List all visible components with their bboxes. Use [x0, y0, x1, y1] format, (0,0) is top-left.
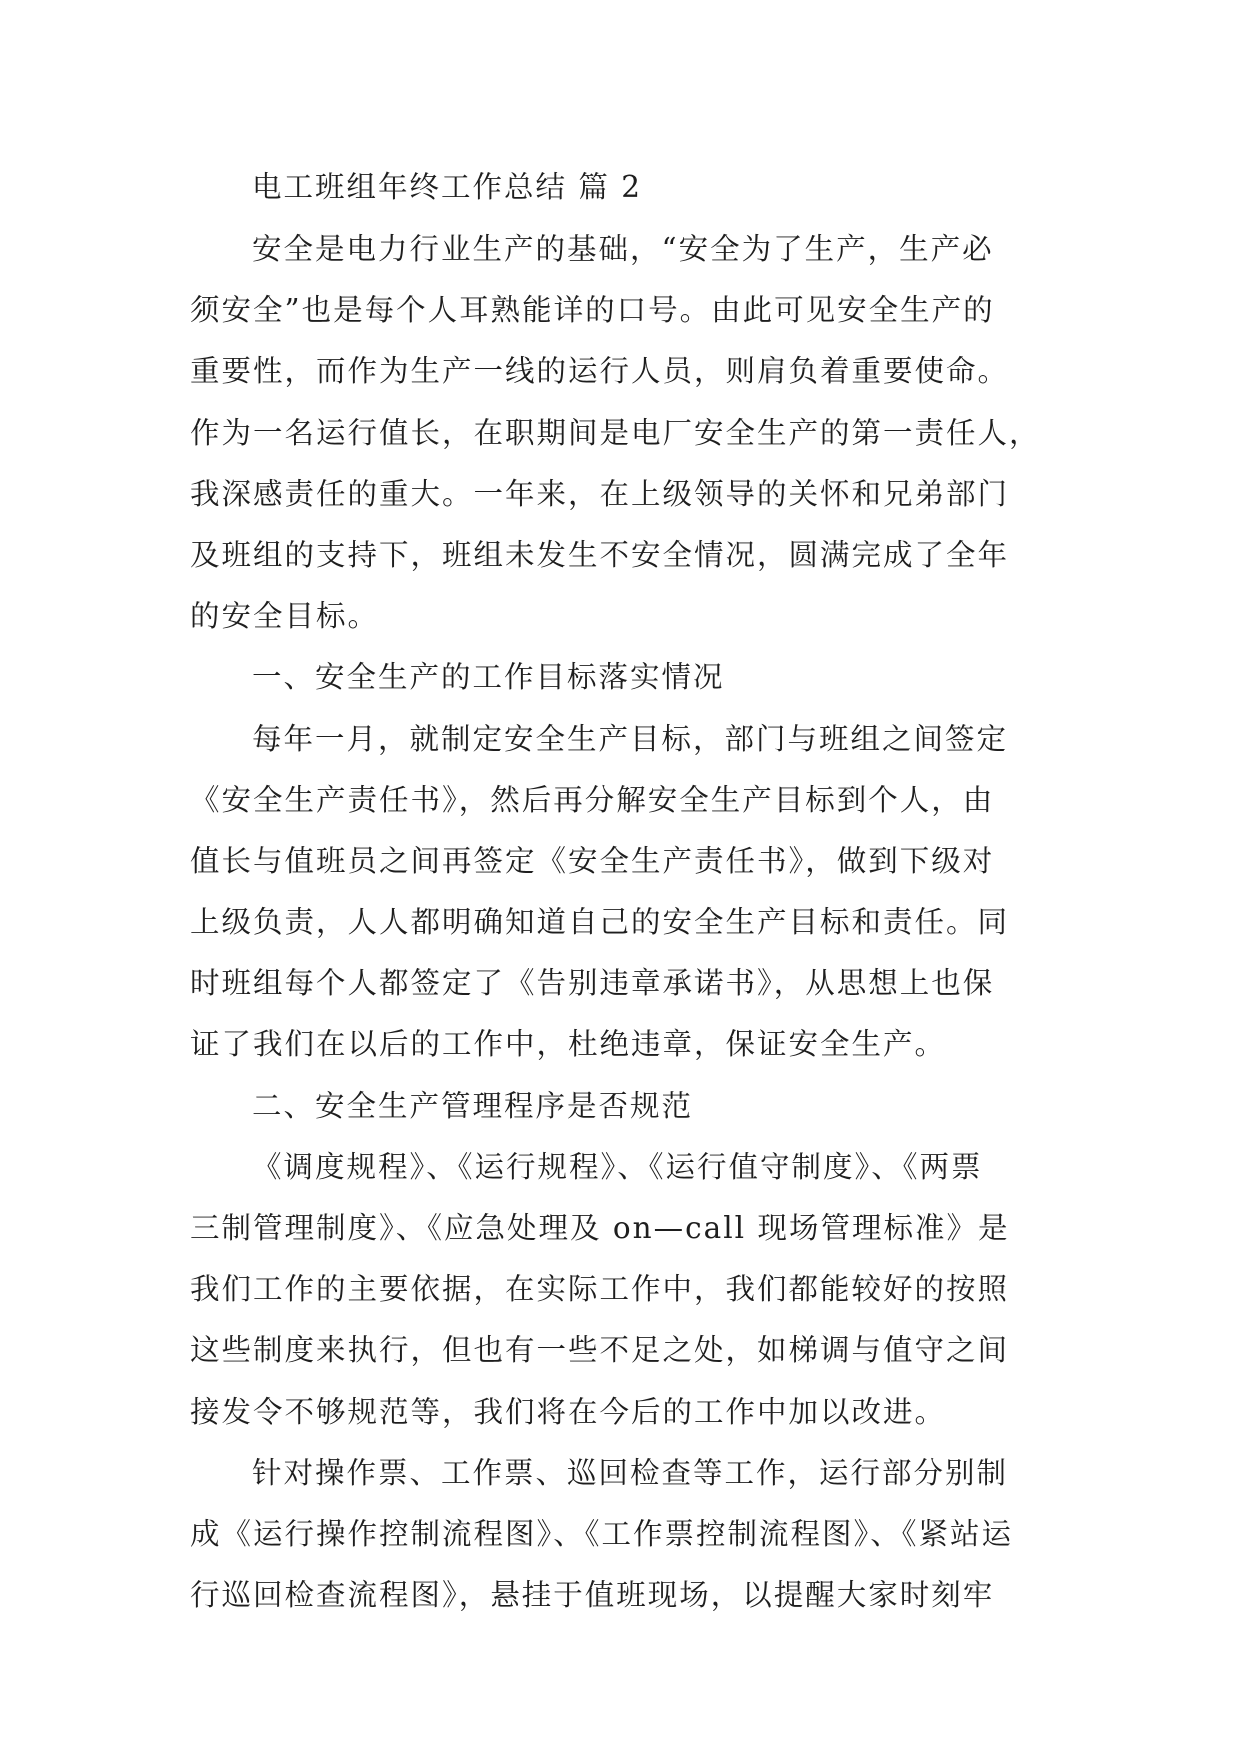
section-heading: 二、安全生产管理程序是否规范 — [252, 1088, 694, 1123]
paragraph-line: 我深感责任的重大。一年来，在上级领导的关怀和兄弟部门 — [190, 476, 1010, 511]
paragraph-line: 这些制度来执行，但也有一些不足之处，如梯调与值守之间 — [190, 1333, 1010, 1368]
paragraph-line: 行巡回检查流程图》，悬挂于值班现场，以提醒大家时刻牢 — [190, 1578, 995, 1613]
paragraph-line: 的安全目标。 — [190, 599, 380, 634]
paragraph-line: 《安全生产责任书》，然后再分解安全生产目标到个人，由 — [190, 782, 995, 817]
paragraph-line: 我们工作的主要依据，在实际工作中，我们都能较好的按照 — [190, 1272, 1010, 1307]
paragraph-line: 针对操作票、工作票、巡回检查等工作，运行部分别制 — [252, 1455, 1009, 1490]
document-body — [190, 163, 1070, 1626]
paragraph-line: 接发令不够规范等，我们将在今后的工作中加以改进。 — [190, 1394, 947, 1429]
document-title: 电工班组年终工作总结 篇 2 — [252, 170, 643, 204]
paragraph-line: 重要性，而作为生产一线的运行人员，则肩负着重要使命。 — [190, 354, 1010, 389]
section-heading: 一、安全生产的工作目标落实情况 — [252, 660, 725, 695]
paragraph-line: 三制管理制度》、《应急处理及 on—call 现场管理标准》是 — [190, 1211, 1010, 1245]
paragraph-line: 作为一名运行值长，在职期间是电厂安全生产的第一责任人， — [190, 415, 1041, 450]
paragraph-line: 及班组的支持下，班组未发生不安全情况，圆满完成了全年 — [190, 537, 1010, 572]
paragraph-line: 须安全”也是每个人耳熟能详的口号。由此可见安全生产的 — [190, 293, 995, 328]
paragraph-line: 安全是电力行业生产的基础，“安全为了生产，生产必 — [252, 232, 994, 266]
paragraph-line: 上级负责，人人都明确知道自己的安全生产目标和责任。同 — [190, 905, 1010, 940]
paragraph-line: 时班组每个人都签定了《告别违章承诺书》，从思想上也保 — [190, 966, 995, 1001]
paragraph-line: 每年一月，就制定安全生产目标，部门与班组之间签定 — [252, 721, 1009, 756]
paragraph-line: 值长与值班员之间再签定《安全生产责任书》，做到下级对 — [190, 843, 995, 878]
paragraph-line: 《调度规程》、《运行规程》、《运行值守制度》、《两票 — [252, 1149, 983, 1184]
paragraph-line: 成《运行操作控制流程图》、《工作票控制流程图》、《紧站运 — [190, 1516, 1014, 1551]
paragraph-line: 证了我们在以后的工作中，杜绝违章，保证安全生产。 — [190, 1027, 947, 1062]
